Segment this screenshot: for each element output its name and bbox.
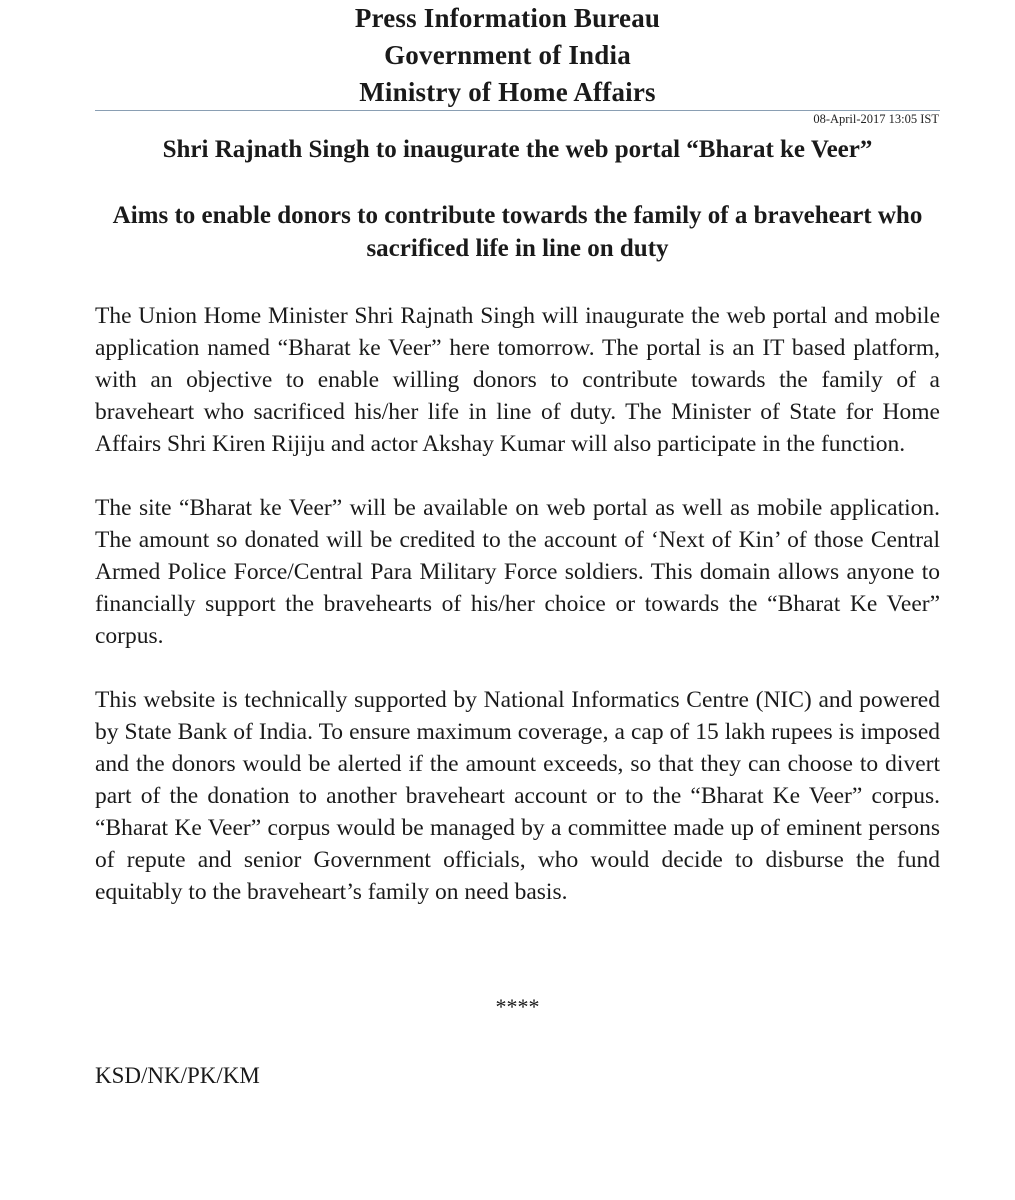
- government-name: Government of India: [384, 40, 631, 70]
- release-body: [95, 300, 940, 940]
- ministry-name: Ministry of Home Affairs: [359, 77, 656, 107]
- body-paragraph-1: The Union Home Minister Shri Rajnath Singh will inaugurate the web portal and mobile application named “Bharat ke Veer” here tomorrow. The portal is an IT based platform, with an objective to enable willing donors to contribute towards the family of a braveheart who sacrificed his/her life in line of duty. The Minister of State for Home Affairs Shri Kiren Rijiju and actor Akshay Kumar will also participate in the function.: [95, 303, 940, 457]
- letterhead: [0, 0, 1015, 111]
- body-paragraph-3: This website is technically supported by National Informatics Centre (NIC) and powered by State Bank of India. To ensure maximum coverage, a cap of 15 lakh rupees is imposed and the donors would be alerted if the amount exceeds, so that they can choose to divert part of the donation to another braveheart account or to the “Bharat Ke Veer” corpus. “Bharat Ke Veer” corpus would be managed by a committee made up of eminent persons of repute and senior Government officials, who would decide to disburse the fund equitably to the braveheart’s family on need basis.: [95, 687, 940, 905]
- reference-code: KSD/NK/PK/KM: [95, 1063, 260, 1088]
- section-separator: ****: [495, 994, 540, 1019]
- release-timestamp: 08-April-2017 13:05 IST: [813, 112, 939, 126]
- org-name: Press Information Bureau: [354, 3, 661, 33]
- release-subtitle: Aims to enable donors to contribute towards the family of a braveheart who sacrificed life in line on duty: [112, 202, 923, 262]
- body-paragraph-2: The site “Bharat ke Veer” will be available on web portal as well as mobile application. The amount so donated will be credited to the account of ‘Next of Kin’ of those Central Armed Police Force/Central Para Military Force soldiers. This domain allows anyone to financially support the bravehearts of his/her choice or towards the “Bharat Ke Veer” corpus.: [95, 495, 940, 649]
- release-title: Shri Rajnath Singh to inaugurate the web portal “Bharat ke Veer”: [162, 136, 873, 163]
